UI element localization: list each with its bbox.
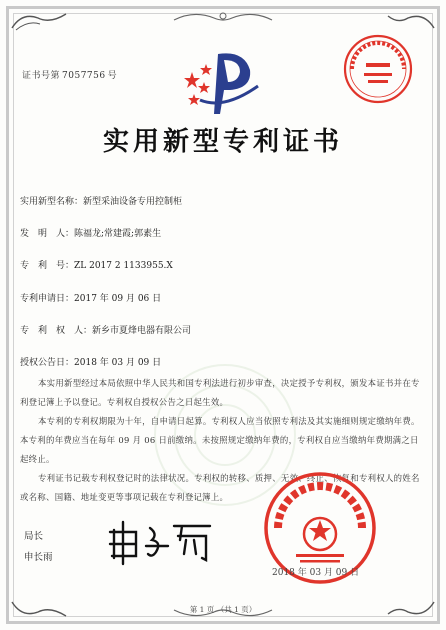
corner-ornament-top-right <box>386 10 436 32</box>
patent-number-label: 专 利 号： <box>20 261 75 271</box>
field-inventor <box>20 226 161 239</box>
filing-date-value: 2017 年 09 月 06 日 <box>74 294 162 304</box>
top-center-ornament <box>170 8 276 26</box>
signature-title: 局长 <box>24 531 44 542</box>
page-title: 实用新型专利证书 <box>102 127 343 157</box>
field-filing-date <box>20 291 161 304</box>
handwritten-signature <box>106 518 216 568</box>
field-patent-number <box>20 258 173 271</box>
body-paragraph-1: 本实用新型经过本局依照中华人民共和国专利法进行初步审查，决定授予专利权，颁发本证书并在专利登记簿上予以登记。专利权自授权公告之日起生效。 <box>20 378 420 407</box>
inventor-label: 发 明 人： <box>20 229 75 239</box>
certificate-number-value: 7057756 <box>62 71 106 81</box>
patentee-value: 新乡市夏烽电器有限公司 <box>92 326 192 336</box>
body-paragraph-2: 本专利的专利权期限为十年，自申请日起算。专利权人应当依照专利法及其实施细则规定缴纳年费。本专利的年费应当在每年 09 月 06 日前缴纳。未按照规定缴纳年费的，专利权自应当缴纳年费期满之日起终止。 <box>20 416 420 464</box>
cnipa-logo <box>180 42 266 118</box>
field-grant-date <box>20 355 161 368</box>
seal-date: 2018 年 03 月 09 日 <box>272 568 360 578</box>
inventor-value: 陈福龙;常建霞;郭素生 <box>74 229 162 239</box>
corner-ornament-top-left <box>10 10 70 32</box>
field-patentee <box>20 323 191 336</box>
page-footer: 第 1 页 （共 1 页） <box>189 605 257 614</box>
utility-model-name-label: 实用新型名称： <box>20 197 84 207</box>
patentee-label: 专 利 权 人： <box>20 326 93 336</box>
patent-number-value: ZL 2017 2 1133955.X <box>74 261 173 271</box>
body-paragraph-3: 专利证书记载专利权登记时的法律状况。专利权的转移、质押、无效、终止、恢复和专利权人的姓名或名称、国籍、地址变更等事项记载在专利登记簿上。 <box>20 473 420 502</box>
top-seal-stamp <box>342 33 414 105</box>
signature-name: 申长雨 <box>24 552 53 563</box>
certificate-number-suffix: 号 <box>107 71 118 81</box>
grant-date-value: 2018 年 03 月 09 日 <box>74 358 162 368</box>
certificate-number-label: 证书号第 <box>22 71 61 81</box>
filing-date-label: 专利申请日： <box>20 294 75 304</box>
grant-date-label: 授权公告日： <box>20 358 75 368</box>
field-utility-model-name <box>20 194 182 207</box>
certificate-number <box>20 68 117 81</box>
utility-model-name-value: 新型采油设备专用控制柜 <box>83 197 183 207</box>
